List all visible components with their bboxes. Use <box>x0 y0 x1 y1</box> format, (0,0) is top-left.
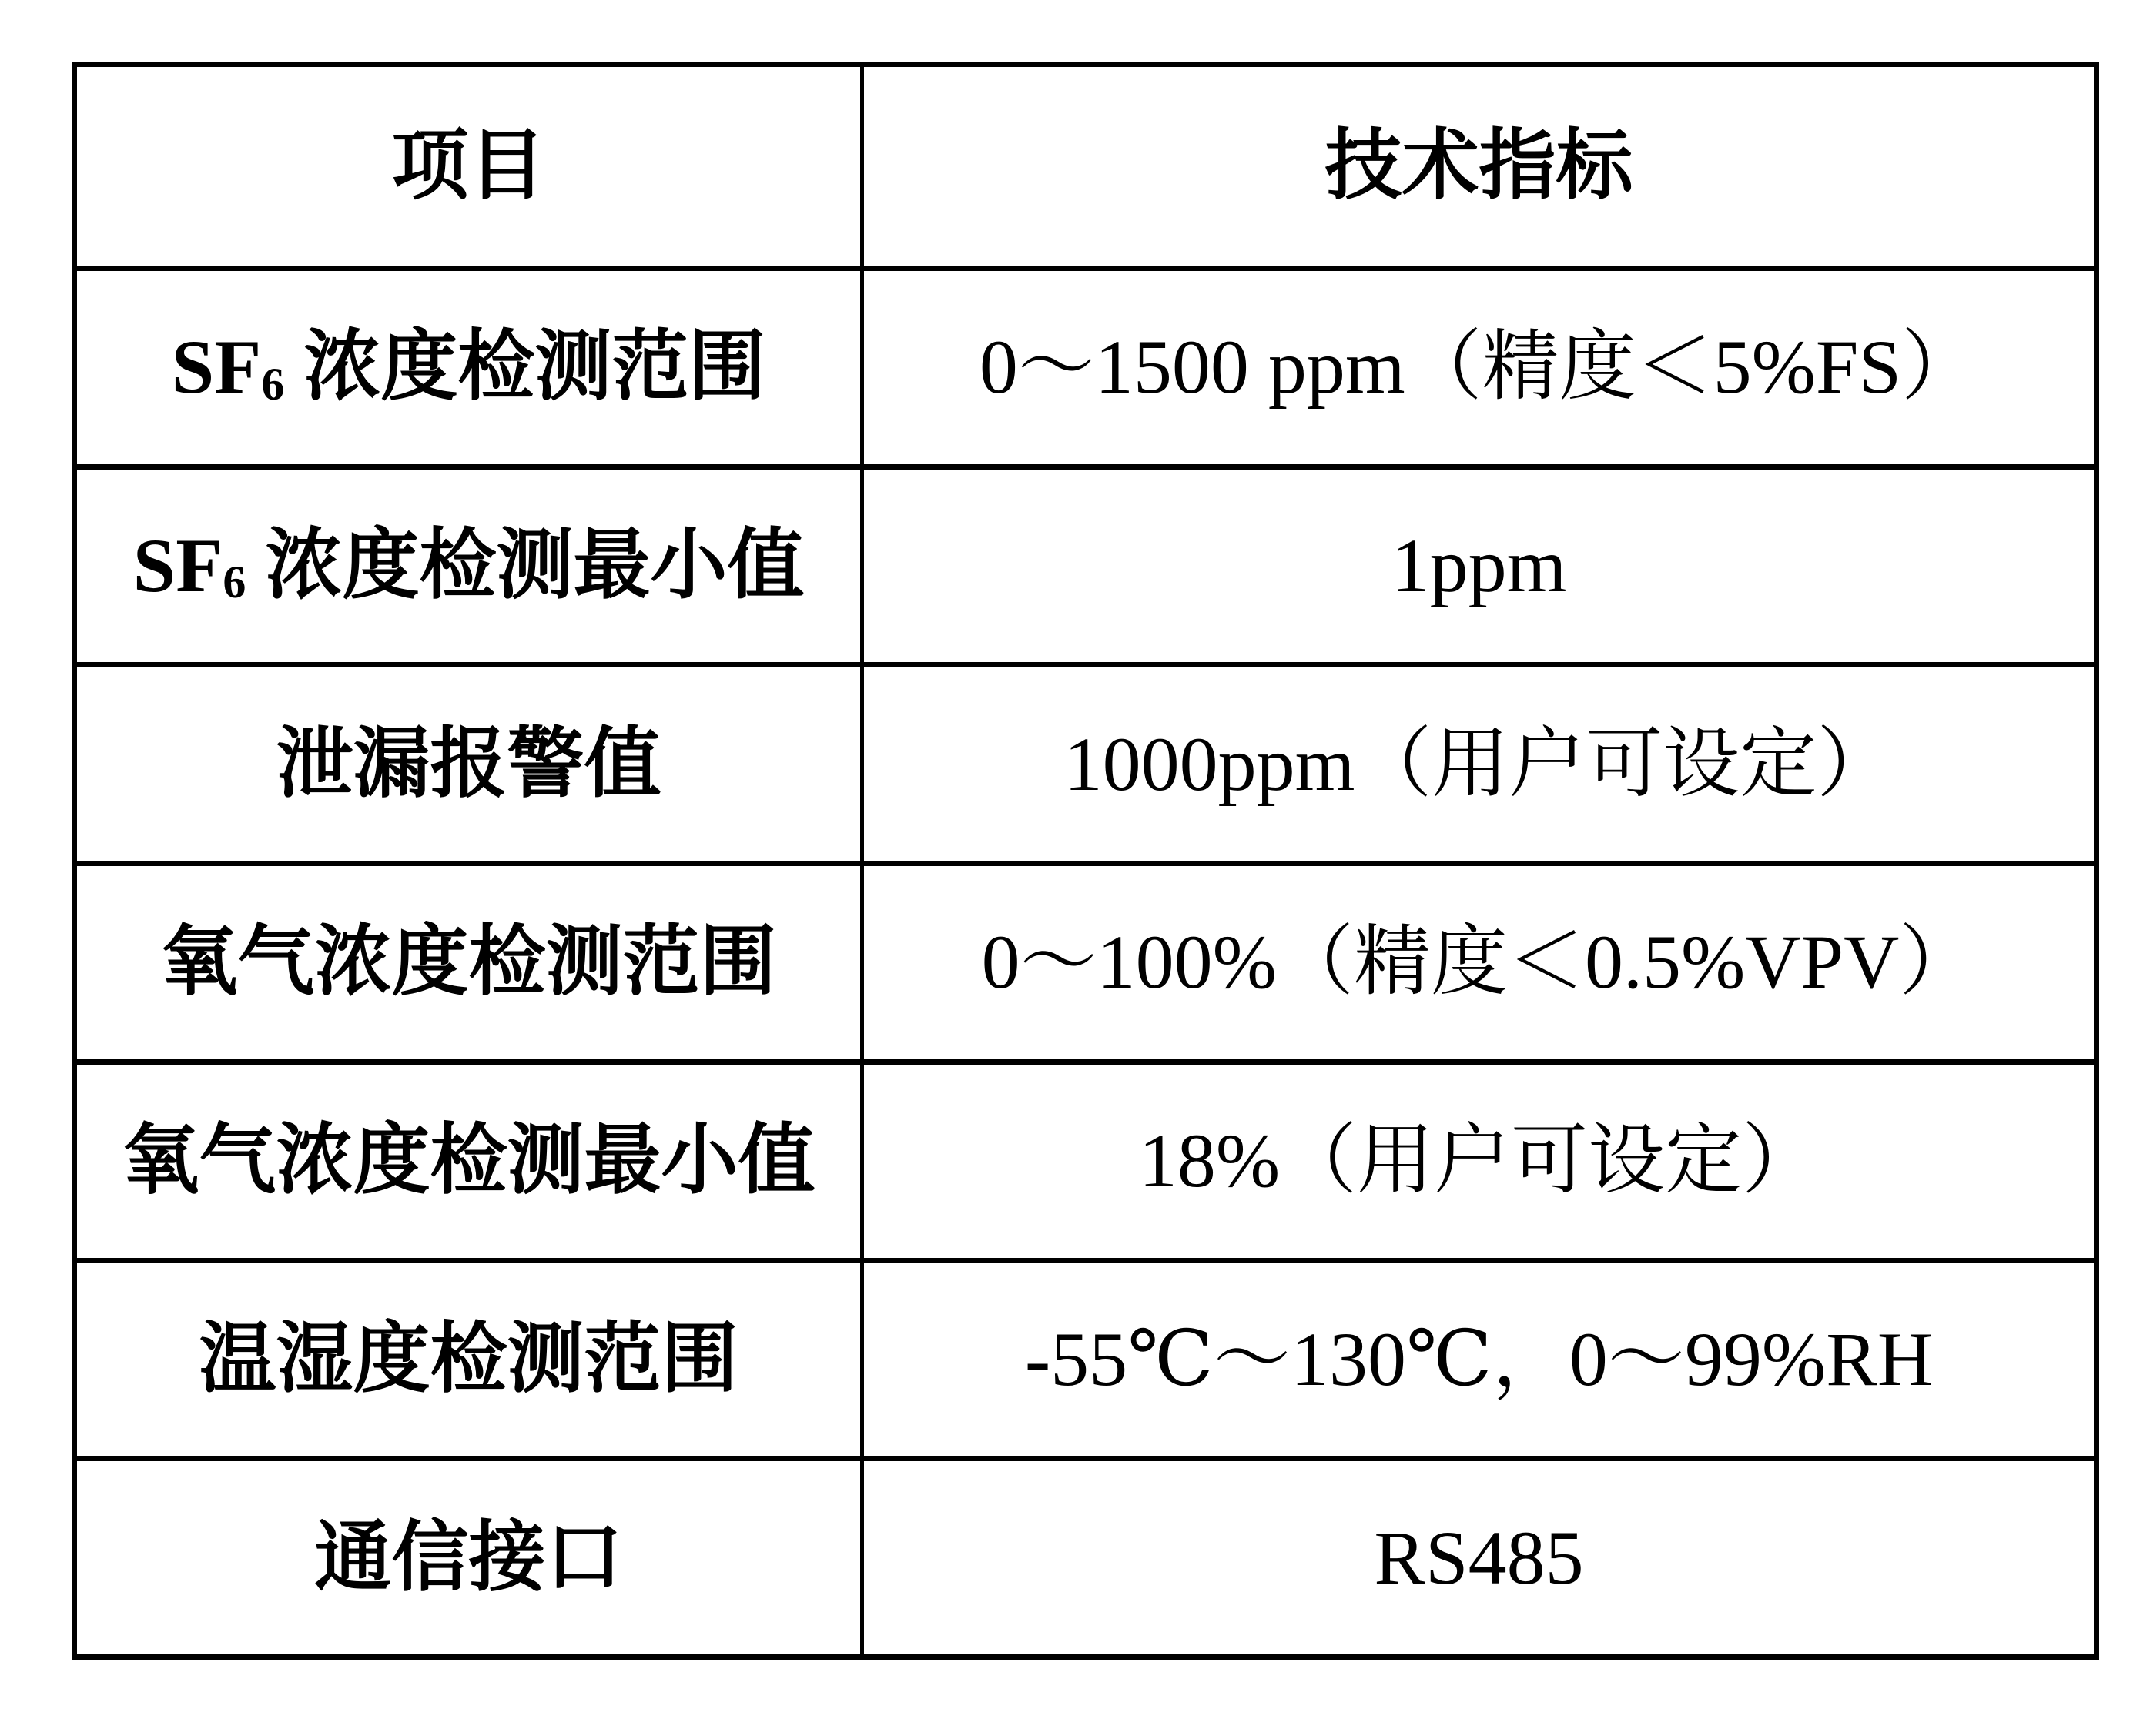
item-text-post: 浓度检测范围 <box>284 324 766 410</box>
table-row-o2-min <box>77 1059 2094 1258</box>
item-text-pre: 通信接口 <box>314 1514 623 1601</box>
item-text-post: 浓度检测最小值 <box>246 522 805 608</box>
item-text-pre: 泄漏报警值 <box>276 721 661 807</box>
item-text-pre: 氧气浓度检测最小值 <box>122 1118 815 1204</box>
row-item-cell <box>77 1461 864 1654</box>
table-row-comm-interface <box>77 1456 2094 1654</box>
table-row-leak-alarm <box>77 662 2094 861</box>
header-item-label: 项目 <box>391 122 546 209</box>
header-cell-spec <box>864 67 2094 266</box>
row-value-cell <box>864 1065 2094 1258</box>
sf6-subscript: 6 <box>261 358 285 410</box>
item-label <box>199 1317 738 1402</box>
item-label <box>276 722 661 807</box>
table-row-temp-humidity <box>77 1258 2094 1457</box>
row-item-cell <box>77 667 864 861</box>
table-row-sf6-range <box>77 266 2094 464</box>
header-row <box>77 67 2094 266</box>
table-row-sf6-min <box>77 464 2094 663</box>
item-label <box>315 1516 623 1601</box>
row-value-cell <box>864 1461 2094 1654</box>
row-item-cell <box>77 1263 864 1457</box>
value-text: 0～1500 ppm（精度＜5%FS） <box>979 324 1979 410</box>
row-value-cell <box>864 1263 2094 1457</box>
table-row-o2-range <box>77 861 2094 1059</box>
sf6-subscript: 6 <box>223 557 246 608</box>
value-text: -55℃～130℃，0～99%RH <box>1024 1316 1934 1402</box>
value-text: 18%（用户可设定） <box>1138 1118 1820 1204</box>
row-item-cell <box>77 866 864 1059</box>
row-value-cell <box>864 866 2094 1059</box>
item-text-pre: SF <box>171 324 262 410</box>
item-text-pre: 温湿度检测范围 <box>199 1316 738 1402</box>
header-cell-item <box>77 67 864 266</box>
value-text: 1000ppm（用户可设定） <box>1063 721 1894 807</box>
row-value-cell <box>864 271 2094 464</box>
header-spec-label: 技术指标 <box>1324 122 1633 209</box>
value-text: 1ppm <box>1391 522 1567 608</box>
item-label <box>161 920 777 1005</box>
value-text: RS485 <box>1374 1514 1584 1601</box>
row-item-cell <box>77 470 864 663</box>
item-text-pre: 氧气浓度检测范围 <box>160 919 777 1005</box>
spec-table <box>72 62 2099 1660</box>
item-label <box>172 325 766 410</box>
item-label <box>133 523 805 608</box>
row-value-cell <box>864 470 2094 663</box>
row-item-cell <box>77 271 864 464</box>
item-label <box>122 1119 815 1203</box>
value-text: 0～100%（精度＜0.5%VPV） <box>981 919 1977 1005</box>
item-text-pre: SF <box>132 522 223 608</box>
row-item-cell <box>77 1065 864 1258</box>
row-value-cell <box>864 667 2094 861</box>
